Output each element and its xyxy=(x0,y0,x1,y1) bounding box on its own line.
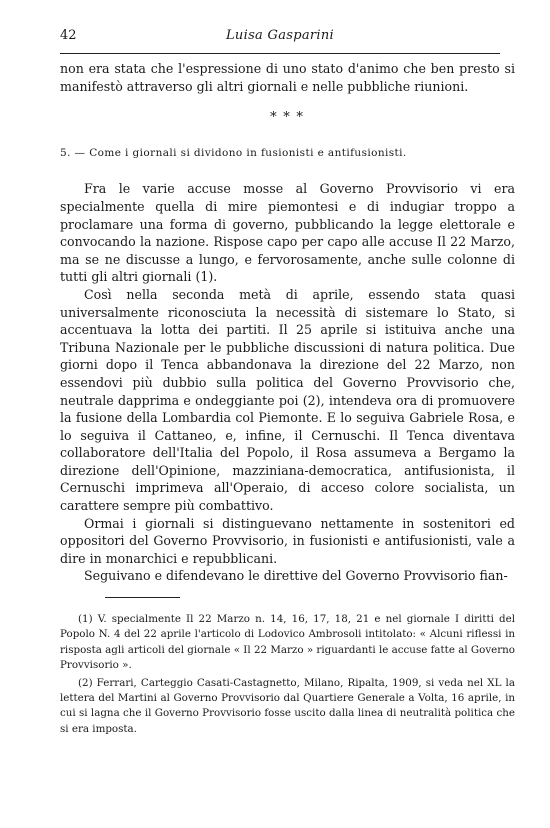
footnote-1: (1) V. specialmente Il 22 Marzo n. 14, 16, 17, 18, 21 e nel giornale I diritti del Popolo N. 4 del 22 aprile l'articolo di Lodovico Ambrosoli intitolato: « Alcuni riflessi in risposta agli articoli del giornale « Il 22 Marzo » riguardanti le accuse fatte al Governo Provvisorio ». xyxy=(60,613,515,672)
page-header xyxy=(60,28,500,48)
section-heading: 5. — Come i giornali si dividono in fusionisti e antifusionisti. xyxy=(60,146,407,159)
carryover-paragraph: non era stata che l'espressione di uno stato d'animo che ben presto si manifestò attraverso gli altri giornali e nelle pubbliche riunioni. xyxy=(60,61,515,94)
footnotes xyxy=(60,612,515,739)
paragraph: Seguivano e difendevano le direttive del Governo Provvisorio fian- xyxy=(84,568,508,584)
footnote-rule xyxy=(105,597,180,598)
paragraph: Così nella seconda metà di aprile, essendo stata quasi universalmente riconosciuta la necessità di sistemare lo Stato, si accentuava la lotta dei partiti. Il 25 aprile si istituiva anche una Tribuna Nazionale per le pubbliche discussioni di natura politica. Due giorni dopo il Tenca abbandonava la direzione del 22 Marzo, non essendovi più dubbio sulla politica del Governo Provvisorio che, neutrale dapprima e ondeggiante poi (2), intendeva ora di promuovere la fusione della Lombardia col Piemonte. E lo seguiva Gabriele Rosa, e lo seguiva il Cattaneo, e, infine, il Cernuschi. Il Tenca diventava collaboratore dell'Italia del Popolo, il Rosa assumeva a Bergamo la direzione dell'Opinione, mazziniana-democratica, antifusionista, il Cernuschi imprimeva all'Operaio, di acceso colore socialista, un carattere sempre più combattivo. xyxy=(60,286,515,514)
asterism-separator: * * * xyxy=(270,110,305,126)
page-number: 42 xyxy=(60,28,77,43)
paragraph: Ormai i giornali si distinguevano nettamente in sostenitori ed oppositori del Governo Provvisorio, in fusionisti e antifusionisti, vale a dire in monarchici e repubblicani. xyxy=(60,515,515,566)
footnote-2: (2) Ferrari, Carteggio Casati-Castagnetto, Milano, Ripalta, 1909, si veda nel XL la lettera del Martini al Governo Provvisorio dal Quartiere Generale a Volta, 16 aprile, in cui si lagna che il Governo Provvisorio fosse uscito dalla linea di neutralità politica che si era imposta. xyxy=(60,676,515,735)
paragraph: Fra le varie accuse mosse al Governo Provvisorio vi era specialmente quella di mire piemontesi e di indugiar troppo a proclamare una forma di governo, pubblicando la legge elettorale e convocando la nazione. Rispose capo per capo alle accuse Il 22 Marzo, ma se ne discusse a lungo, e fervorosamente, anche sulle colonne di tutti gli altri giornali (1). xyxy=(60,181,515,285)
header-rule xyxy=(60,53,500,54)
running-head: Luisa Gasparini xyxy=(226,28,334,43)
main-text xyxy=(60,60,515,585)
